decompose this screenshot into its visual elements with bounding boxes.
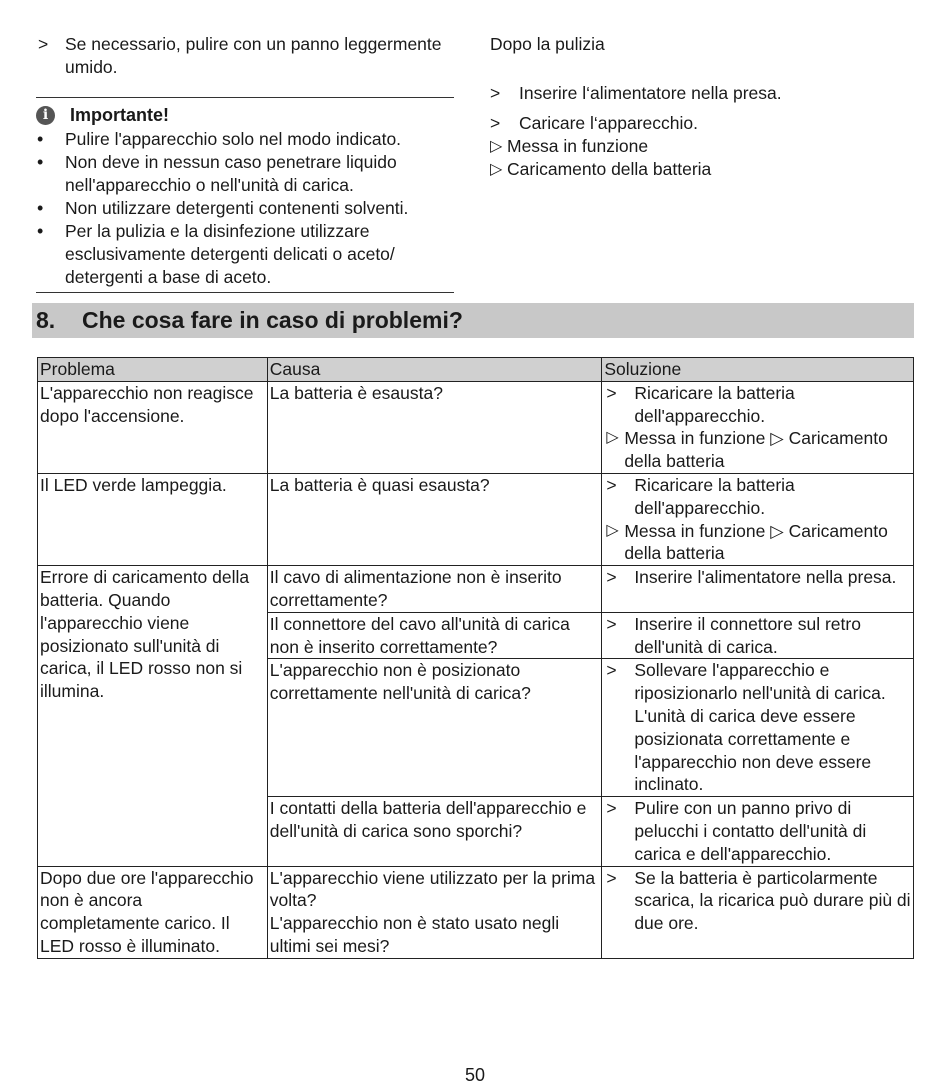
solution-cell: > Se la batteria è particolarmente scarica, la ricarica può durare più di due ore. (602, 866, 914, 958)
table-header-row (38, 358, 914, 382)
solution-cell: > Pulire con un panno privo di pelucchi i contatto dell'unità di carica e dell'apparecchio. (602, 797, 914, 866)
section-title: Che cosa fare in caso di problemi? (82, 307, 463, 333)
info-icon: i (36, 106, 55, 125)
bullet-item: • Non deve in nessun caso penetrare liquido nell'apparecchio o nell'unità di carica. (37, 152, 397, 195)
bullet-item: • Non utilizzare detergenti contenenti solventi. (37, 198, 409, 218)
reference-triangle-icon: ▷ (770, 428, 784, 449)
step-marker-icon: > (490, 83, 501, 103)
section-number: 8. (36, 307, 56, 333)
important-title: Importante! (70, 104, 169, 125)
cause-cell: La batteria è esausta? (267, 381, 602, 473)
step-marker-icon: > (606, 567, 617, 588)
reference-triangle-icon: ▷ (770, 520, 784, 541)
instruction-step: > Inserire l‘alimentatore nella presa. (490, 83, 782, 103)
table-row (38, 566, 914, 613)
column-header-problem: Problema (38, 358, 268, 382)
bullet-item: • Pulire l'apparecchio solo nel modo indicato. (37, 129, 402, 149)
cause-cell: L'apparecchio non è posizionato correttamente nell'unità di carica? (267, 659, 602, 797)
table-row (38, 473, 914, 565)
step-marker-icon: > (38, 34, 49, 54)
step-marker-icon: > (606, 660, 617, 681)
problem-cell: L'apparecchio non reagisce dopo l'accensione. (38, 381, 268, 473)
reference-triangle-icon: ▷ (490, 138, 503, 155)
solution-cell: > Inserire il connettore sul retro dell'unità di carica. (602, 612, 914, 659)
step-marker-icon: > (490, 113, 501, 133)
cause-cell: L'apparecchio viene utilizzato per la prima volta? L'apparecchio non è stato usato negli ultimi sei mesi? (267, 866, 602, 958)
instruction-step: > Caricare l‘apparecchio. (490, 113, 698, 133)
cross-reference: ▷ Messa in funzione (490, 136, 649, 156)
important-notice-header (36, 102, 454, 128)
step-text: Se necessario, pulire con un panno leggermente umido. (65, 34, 442, 77)
column-header-solution: Soluzione (602, 358, 914, 382)
bullet-icon: • (37, 152, 44, 172)
subsection-heading: Dopo la pulizia (490, 34, 605, 54)
cause-cell: I contatti della batteria dell'apparecchio e dell'unità di carica sono sporchi? (267, 797, 602, 866)
solution-cell: > Sollevare l'apparecchio e riposizionarlo nell'unità di carica. L'unità di carica deve essere posizionata correttamente e l'apparecchio non deve essere inclinato. (602, 659, 914, 797)
problem-cell: Dopo due ore l'apparecchio non è ancora completamente carico. Il LED rosso è illuminato. (38, 866, 268, 958)
solution-cell: > Ricaricare la batteria dell'apparecchio. ▷ Messa in funzione ▷ Caricamento della batteria (602, 381, 914, 473)
divider (36, 292, 454, 293)
bullet-icon: • (37, 129, 44, 149)
step-marker-icon: > (606, 867, 617, 888)
step-marker-icon: > (606, 382, 617, 403)
step-marker-icon: > (606, 474, 617, 495)
bullet-item: • Per la pulizia e la disinfezione utilizzare esclusivamente detergenti delicati o aceto/ detergenti a base di aceto. (37, 221, 395, 287)
reference-triangle-icon: ▷ (490, 161, 503, 178)
problem-cell: Errore di caricamento della batteria. Quando l'apparecchio viene posizionato sull'unità di carica, il LED rosso non si illumina. (38, 566, 268, 866)
table-row (38, 866, 914, 958)
solution-cell: > Inserire l'alimentatore nella presa. (602, 566, 914, 613)
section-header (32, 303, 914, 338)
step-marker-icon: > (606, 613, 617, 634)
cause-cell: Il connettore del cavo all'unità di carica non è inserito correttamente? (267, 612, 602, 659)
table-row (38, 381, 914, 473)
cause-cell: La batteria è quasi esausta? (267, 473, 602, 565)
reference-triangle-icon: ▷ (606, 521, 619, 539)
cause-cell: Il cavo di alimentazione non è inserito correttamente? (267, 566, 602, 613)
troubleshooting-table (37, 357, 914, 959)
solution-cell: > Ricaricare la batteria dell'apparecchio. ▷ Messa in funzione ▷ Caricamento della batteria (602, 473, 914, 565)
divider (36, 97, 454, 98)
cross-reference: ▷ Caricamento della batteria (490, 159, 712, 179)
right-column (490, 33, 910, 181)
reference-triangle-icon: ▷ (606, 429, 619, 447)
problem-cell: Il LED verde lampeggia. (38, 473, 268, 565)
instruction-step (36, 33, 454, 79)
left-column (36, 33, 454, 293)
bullet-icon: • (37, 198, 44, 218)
column-header-cause: Causa (267, 358, 602, 382)
page-number: 50 (464, 1065, 486, 1085)
step-marker-icon: > (606, 798, 617, 819)
bullet-icon: • (37, 221, 44, 241)
